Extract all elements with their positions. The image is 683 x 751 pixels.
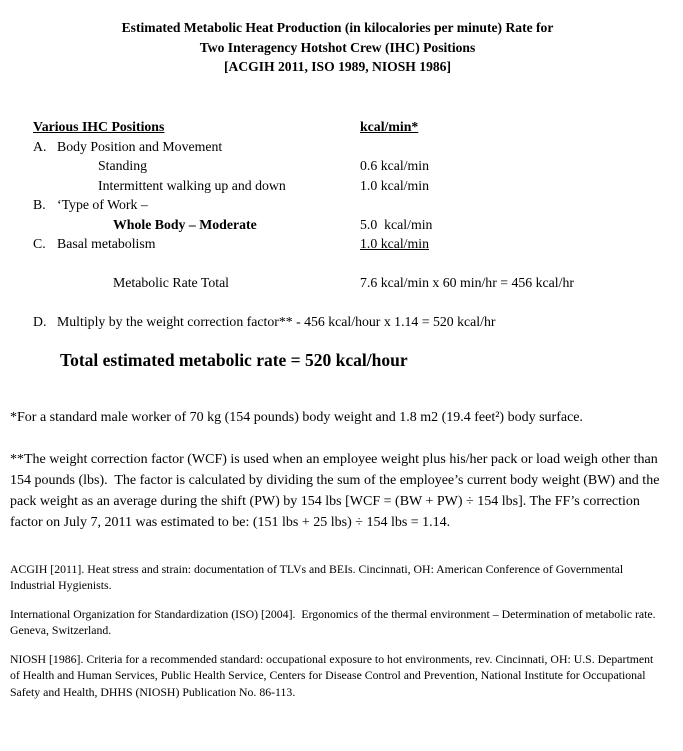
row-letter: A. [33,138,47,154]
row-letter: D. [33,314,47,330]
rate-table [33,117,665,332]
row-intermittent-walking [33,176,665,196]
row-value: 0.6 kcal/min [360,158,429,174]
row-whole-body-moderate [33,215,665,235]
row-label: Basal metabolism [57,236,156,252]
title-line-1: Estimated Metabolic Heat Production (in kilocalories per minute) Rate for [121,20,554,35]
title-line-2: Two Interagency Hotshot Crew (IHC) Positions [199,39,476,55]
row-label: Standing [98,158,148,174]
footnote-double-asterisk: **The weight correction factor (WCF) is used when an employee weight plus his/her pack or load weigh other than 154 pounds (lbs). The factor is calculated by dividing the sum of the employee’s current body weight (BW) and the pack weight as an average during the shift (PW) by 154 lbs [WCF = (BW + PW) ÷ 154 lbs]. The FF’s correction factor on July 7, 2011 was estimated to be: (151 lbs + 25 lbs) ÷ 154 lbs = 1.14. [10,451,663,530]
row-letter: B. [33,197,46,213]
row-label: Whole Body – Moderate [113,216,257,232]
reference-niosh: NIOSH [1986]. Criteria for a recommended standard: occupational exposure to hot environments, rev. Cincinnati, OH: U.S. Department of Health and Human Services, Public Health Service, Centers for Disease Control and Prevention, National Institute for Occupational Safety and Health, DHHS (NIOSH) Publication No. 86-113. [10,651,657,699]
reference-acgih: ACGIH [2011]. Heat stress and strain: documentation of TLVs and BEIs. Cincinnati, OH: American Conference of Governmental Industrial Hygienists. [10,561,627,593]
row-label: Body Position and Movement [57,138,223,154]
document-title [10,18,665,77]
row-body-position [33,137,665,157]
column-header-positions: Various IHC Positions [33,119,165,135]
footnote-single-asterisk: *For a standard male worker of 70 kg (154 pounds) body weight and 1.8 m2 (19.4 feet²) body surface. [10,409,584,425]
total-estimated-rate: Total estimated metabolic rate = 520 kcal/hour [60,349,408,370]
row-metabolic-rate-total [33,273,665,293]
row-label: ‘Type of Work – [57,197,148,213]
row-value: 1.0 kcal/min [360,236,429,252]
row-label: Intermittent walking up and down [98,177,286,193]
row-label: Metabolic Rate Total [113,275,230,291]
reference-iso: International Organization for Standardization (ISO) [2004]. Ergonomics of the thermal environment – Determination of metabolic rate. Geneva, Switzerland. [10,606,662,638]
title-line-3: [ACGIH 2011, ISO 1989, NIOSH 1986] [224,59,451,75]
row-weight-correction-factor [33,312,665,332]
row-value: 5.0 kcal/min [360,216,433,232]
row-value: 7.6 kcal/min x 60 min/hr = 456 kcal/hr [360,275,574,291]
footnotes [10,407,665,533]
spacer [33,293,665,313]
references [10,561,665,701]
row-label: Multiply by the weight correction factor** - 456 kcal/hour x 1.14 = 520 kcal/hr [57,314,496,330]
row-standing [33,156,665,176]
row-value: 1.0 kcal/min [360,177,429,193]
table-header-row [33,117,665,137]
row-basal-metabolism [33,234,665,254]
row-type-of-work [33,195,665,215]
column-header-kcal: kcal/min* [360,119,419,135]
row-letter: C. [33,236,46,252]
spacer [33,254,665,274]
